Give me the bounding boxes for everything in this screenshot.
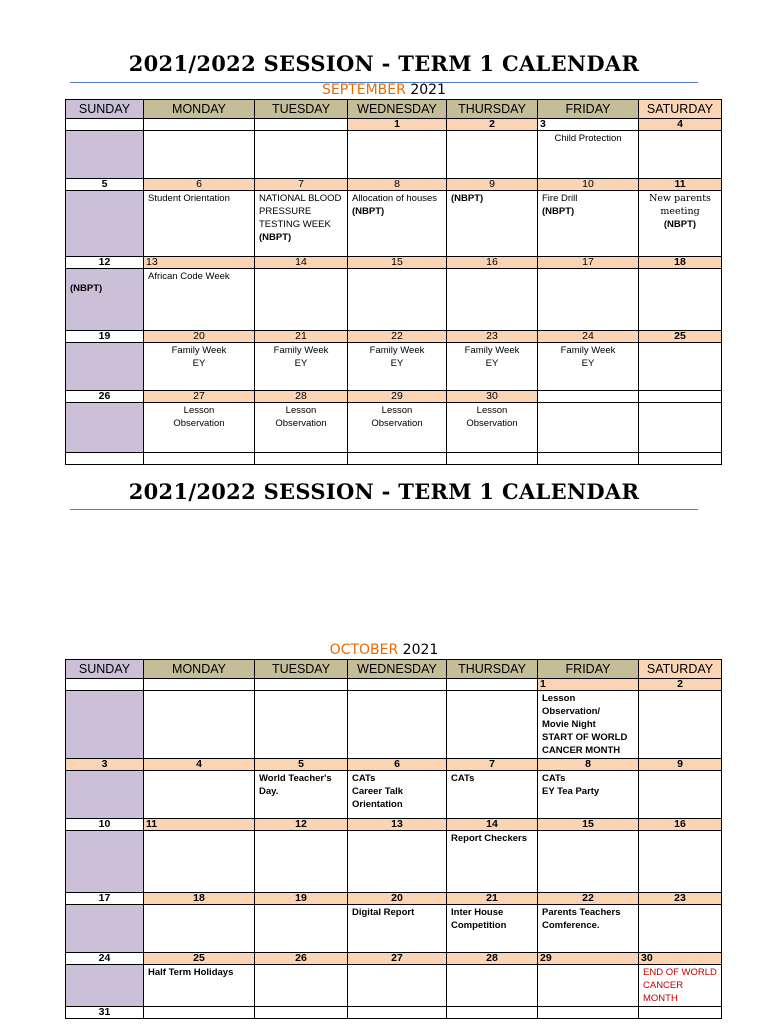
event-text: END OF WORLD CANCER MONTH	[643, 967, 717, 1004]
date-cell	[447, 1007, 538, 1019]
event-cell	[538, 343, 639, 391]
event-cell	[348, 403, 447, 453]
event-cell	[447, 131, 538, 179]
date-cell[interactable]: 7	[447, 759, 538, 771]
event-text: EY	[485, 358, 499, 369]
event-cell	[348, 191, 447, 257]
date-cell[interactable]: 31	[66, 1007, 144, 1019]
event-row	[66, 905, 722, 953]
event-row	[66, 131, 722, 179]
event-text: EY Tea Party	[542, 786, 600, 797]
event-cell	[66, 965, 144, 1007]
event-cell	[66, 191, 144, 257]
date-cell[interactable]: 18	[144, 893, 255, 905]
event-cell	[639, 343, 722, 391]
date-cell[interactable]: 21	[255, 331, 348, 343]
date-cell[interactable]: 24	[538, 331, 639, 343]
event-text: Family Week	[560, 345, 616, 356]
weekday-header-row	[66, 100, 722, 119]
date-row	[66, 819, 722, 831]
date-cell	[255, 679, 348, 691]
date-row	[66, 1007, 722, 1019]
date-cell[interactable]: 11	[144, 819, 255, 831]
event-row	[66, 771, 722, 819]
event-text: Lesson	[381, 405, 413, 416]
date-cell[interactable]: 18	[639, 257, 722, 269]
date-cell	[255, 119, 348, 131]
date-cell[interactable]: 15	[538, 819, 639, 831]
event-text: Child Protection	[554, 133, 622, 144]
event-text: Family Week	[369, 345, 425, 356]
event-cell	[447, 691, 538, 759]
date-cell[interactable]: 24	[66, 953, 144, 965]
event-row	[66, 191, 722, 257]
event-text: Observation	[466, 418, 518, 429]
date-cell[interactable]: 22	[538, 893, 639, 905]
day-header-wednesday: WEDNESDAY	[348, 660, 447, 679]
event-cell	[66, 343, 144, 391]
event-cell	[255, 131, 348, 179]
event-cell	[144, 831, 255, 893]
date-cell[interactable]: 9	[639, 759, 722, 771]
date-cell[interactable]: 28	[447, 953, 538, 965]
event-text: NATIONAL BLOOD PRESSURE TESTING WEEK	[259, 193, 342, 230]
date-cell[interactable]: 3	[66, 759, 144, 771]
date-cell[interactable]: 14	[255, 257, 348, 269]
event-cell	[144, 905, 255, 953]
event-text: EY	[581, 358, 595, 369]
date-cell[interactable]: 4	[639, 119, 722, 131]
weekday-header-row	[66, 660, 722, 679]
date-cell[interactable]: 29	[348, 391, 447, 403]
event-cell	[447, 831, 538, 893]
event-cell	[66, 691, 144, 759]
date-cell[interactable]: 9	[447, 179, 538, 191]
date-cell	[348, 679, 447, 691]
date-row	[66, 257, 722, 269]
event-cell	[538, 831, 639, 893]
event-tag: (NBPT)	[663, 219, 697, 230]
event-cell	[144, 403, 255, 453]
date-cell[interactable]: 11	[639, 179, 722, 191]
date-row	[66, 759, 722, 771]
event-text: Report Checkers	[451, 833, 528, 844]
event-cell	[255, 831, 348, 893]
event-cell	[255, 191, 348, 257]
date-cell[interactable]: 2	[447, 119, 538, 131]
event-cell	[538, 905, 639, 953]
day-header-sunday: SUNDAY	[66, 100, 144, 119]
event-cell	[538, 131, 639, 179]
event-cell	[66, 905, 144, 953]
date-row	[66, 391, 722, 403]
event-row	[66, 831, 722, 893]
date-cell[interactable]: 8	[348, 179, 447, 191]
event-cell	[66, 269, 144, 331]
event-row	[66, 965, 722, 1007]
event-cell	[639, 691, 722, 759]
event-cell	[447, 269, 538, 331]
date-cell[interactable]: 7	[255, 179, 348, 191]
event-cell	[144, 691, 255, 759]
date-row	[66, 893, 722, 905]
event-cell	[538, 691, 639, 759]
page-title: 2021/2022 SESSION - TERM 1 CALENDAR	[128, 51, 640, 76]
date-cell	[66, 453, 144, 465]
event-tag: (NBPT)	[542, 206, 575, 217]
date-cell[interactable]: 20	[348, 893, 447, 905]
event-text: African Code Week	[148, 271, 230, 282]
event-cell	[348, 905, 447, 953]
date-cell	[639, 1007, 722, 1019]
event-cell	[348, 269, 447, 331]
event-text: EY	[390, 358, 404, 369]
event-cell	[639, 831, 722, 893]
date-cell[interactable]: 1	[348, 119, 447, 131]
event-cell	[144, 131, 255, 179]
date-cell	[144, 679, 255, 691]
day-header-friday: FRIDAY	[538, 660, 639, 679]
event-row	[66, 403, 722, 453]
month-heading-september	[0, 82, 768, 98]
date-cell[interactable]: 22	[348, 331, 447, 343]
date-cell	[255, 453, 348, 465]
day-header-monday: MONDAY	[144, 100, 255, 119]
event-text: Observation	[275, 418, 327, 429]
date-cell[interactable]: 2	[639, 679, 722, 691]
event-text: Lesson	[476, 405, 508, 416]
title-divider	[70, 509, 698, 510]
event-cell	[255, 771, 348, 819]
day-header-sunday: SUNDAY	[66, 660, 144, 679]
event-text: Career Talk	[352, 786, 404, 797]
date-cell[interactable]: 16	[639, 819, 722, 831]
september-calendar	[65, 99, 722, 465]
event-text: Orientation	[352, 799, 403, 810]
event-cell	[255, 269, 348, 331]
date-cell[interactable]: 17	[66, 893, 144, 905]
event-cell	[639, 965, 722, 1007]
event-cell	[639, 905, 722, 953]
event-cell	[538, 191, 639, 257]
date-cell[interactable]: 8	[538, 759, 639, 771]
event-tag: (NBPT)	[70, 283, 103, 294]
date-cell	[447, 453, 538, 465]
event-text: START OF WORLD CANCER MONTH	[542, 732, 628, 756]
day-header-friday: FRIDAY	[538, 100, 639, 119]
date-cell[interactable]: 30	[447, 391, 538, 403]
event-text: CATs	[451, 773, 475, 784]
date-cell	[538, 1007, 639, 1019]
event-cell	[144, 269, 255, 331]
date-cell	[255, 1007, 348, 1019]
date-cell[interactable]: 19	[66, 331, 144, 343]
event-cell	[66, 403, 144, 453]
event-cell	[66, 831, 144, 893]
date-cell	[639, 453, 722, 465]
day-header-thursday: THURSDAY	[447, 660, 538, 679]
day-header-saturday: SATURDAY	[639, 100, 722, 119]
date-cell[interactable]: 26	[255, 953, 348, 965]
event-text: Family Week	[171, 345, 227, 356]
event-cell	[144, 771, 255, 819]
event-cell	[447, 191, 538, 257]
event-text: Lesson	[183, 405, 215, 416]
date-cell[interactable]: 15	[348, 257, 447, 269]
event-cell	[447, 343, 538, 391]
event-text: Family Week	[273, 345, 329, 356]
event-text: New parents meeting	[649, 193, 711, 217]
date-cell[interactable]: 21	[447, 893, 538, 905]
date-row	[66, 953, 722, 965]
date-cell	[538, 391, 639, 403]
event-cell	[538, 269, 639, 331]
event-cell	[538, 771, 639, 819]
day-header-thursday: THURSDAY	[447, 100, 538, 119]
event-text: Lesson Observation/	[542, 693, 601, 717]
october-calendar	[65, 659, 722, 1019]
event-cell	[447, 771, 538, 819]
date-cell[interactable]: 6	[144, 179, 255, 191]
event-cell	[66, 771, 144, 819]
event-cell	[538, 403, 639, 453]
event-cell	[255, 343, 348, 391]
event-text: CATs	[542, 773, 566, 784]
date-cell[interactable]: 30	[639, 953, 722, 965]
event-tag: (NBPT)	[259, 232, 292, 243]
month-year: 2021	[410, 82, 446, 98]
event-text: Student Orientation	[148, 193, 230, 204]
date-cell[interactable]: 25	[144, 953, 255, 965]
date-cell[interactable]: 23	[447, 331, 538, 343]
date-cell	[348, 1007, 447, 1019]
event-cell	[348, 343, 447, 391]
date-cell	[639, 391, 722, 403]
date-cell[interactable]: 27	[348, 953, 447, 965]
event-cell	[144, 965, 255, 1007]
date-cell[interactable]: 20	[144, 331, 255, 343]
day-header-tuesday: TUESDAY	[255, 660, 348, 679]
event-cell	[639, 269, 722, 331]
date-row	[66, 331, 722, 343]
date-cell[interactable]: 5	[255, 759, 348, 771]
month-name: OCTOBER	[329, 642, 399, 658]
event-cell	[348, 831, 447, 893]
event-text: Observation	[371, 418, 423, 429]
date-cell[interactable]: 1	[538, 679, 639, 691]
date-cell	[144, 119, 255, 131]
event-text: Lesson	[285, 405, 317, 416]
date-cell[interactable]: 25	[639, 331, 722, 343]
date-cell[interactable]: 3	[538, 119, 639, 131]
event-cell	[538, 965, 639, 1007]
event-text: Inter House Competition	[451, 907, 507, 931]
date-cell[interactable]: 29	[538, 953, 639, 965]
date-cell[interactable]: 14	[447, 819, 538, 831]
event-cell	[66, 131, 144, 179]
event-text: Parents Teachers Comference.	[542, 907, 621, 931]
event-cell	[348, 691, 447, 759]
event-row	[66, 343, 722, 391]
event-text: Half Term Holidays	[148, 967, 234, 978]
event-text: Digital Report	[352, 907, 415, 918]
event-text: CATs	[352, 773, 376, 784]
date-cell[interactable]: 13	[348, 819, 447, 831]
event-tag: (NBPT)	[451, 193, 484, 204]
date-row	[66, 679, 722, 691]
date-cell	[447, 679, 538, 691]
day-header-wednesday: WEDNESDAY	[348, 100, 447, 119]
event-cell	[255, 965, 348, 1007]
event-cell	[255, 691, 348, 759]
event-cell	[639, 771, 722, 819]
date-cell[interactable]: 10	[66, 819, 144, 831]
event-cell	[348, 131, 447, 179]
day-header-tuesday: TUESDAY	[255, 100, 348, 119]
event-cell	[255, 403, 348, 453]
date-cell[interactable]: 6	[348, 759, 447, 771]
event-cell	[144, 191, 255, 257]
event-text: Allocation of houses	[352, 193, 438, 204]
event-text: EY	[192, 358, 206, 369]
event-cell	[639, 403, 722, 453]
date-row	[66, 453, 722, 465]
page-title-repeat: 2021/2022 SESSION - TERM 1 CALENDAR	[128, 479, 640, 504]
day-header-saturday: SATURDAY	[639, 660, 722, 679]
date-cell	[348, 453, 447, 465]
date-row	[66, 119, 722, 131]
date-cell[interactable]: 12	[255, 819, 348, 831]
event-row	[66, 691, 722, 759]
event-text: World Teacher's Day.	[259, 773, 332, 797]
date-cell[interactable]: 28	[255, 391, 348, 403]
event-cell	[144, 343, 255, 391]
date-cell[interactable]: 4	[144, 759, 255, 771]
date-cell[interactable]: 13	[144, 257, 255, 269]
date-cell	[538, 453, 639, 465]
event-text: Family Week	[464, 345, 520, 356]
event-text: Movie Night	[542, 719, 596, 730]
date-cell[interactable]: 12	[66, 257, 144, 269]
date-cell[interactable]: 27	[144, 391, 255, 403]
date-cell[interactable]: 17	[538, 257, 639, 269]
event-tag: (NBPT)	[352, 206, 385, 217]
date-cell	[66, 679, 144, 691]
date-cell[interactable]: 26	[66, 391, 144, 403]
month-name: SEPTEMBER	[322, 82, 406, 98]
date-cell	[144, 1007, 255, 1019]
month-heading-october	[0, 642, 768, 658]
event-cell	[639, 191, 722, 257]
date-cell[interactable]: 19	[255, 893, 348, 905]
date-cell	[144, 453, 255, 465]
event-cell	[639, 131, 722, 179]
event-cell	[348, 771, 447, 819]
event-text: EY	[294, 358, 308, 369]
event-cell	[255, 905, 348, 953]
date-cell[interactable]: 5	[66, 179, 144, 191]
event-cell	[447, 965, 538, 1007]
date-cell[interactable]: 16	[447, 257, 538, 269]
day-header-monday: MONDAY	[144, 660, 255, 679]
event-text: Observation	[173, 418, 225, 429]
event-cell	[447, 403, 538, 453]
month-year: 2021	[402, 642, 439, 658]
date-row	[66, 179, 722, 191]
event-cell	[348, 965, 447, 1007]
date-cell[interactable]: 10	[538, 179, 639, 191]
event-text: Fire Drill	[542, 193, 578, 204]
event-row	[66, 269, 722, 331]
date-cell	[66, 119, 144, 131]
event-cell	[447, 905, 538, 953]
date-cell[interactable]: 23	[639, 893, 722, 905]
